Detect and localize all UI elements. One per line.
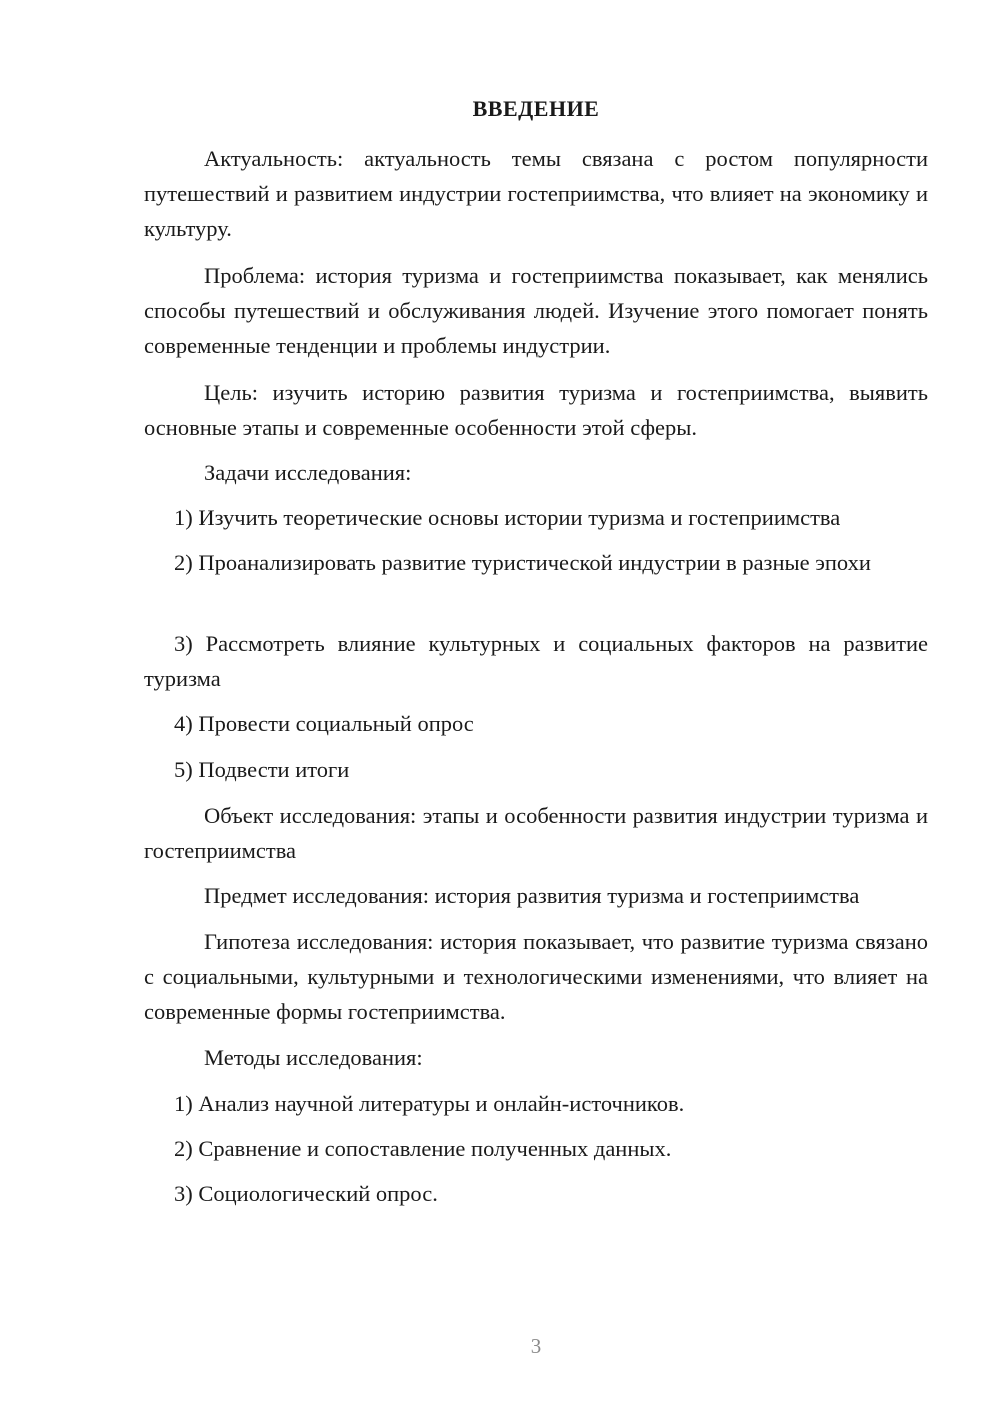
paragraph-hypothesis: Гипотеза исследования: история показывает, что развитие туризма связано с социальными, культурными и технологическими изменениями, что влияет на современные формы гостеприимства.	[144, 929, 928, 1024]
list-item-method-3: 3) Социологический опрос.	[174, 1181, 438, 1206]
list-item-method-2: 2) Сравнение и сопоставление полученных данных.	[174, 1136, 672, 1161]
section-title: ВВЕДЕНИЕ	[472, 96, 600, 121]
paragraph-object: Объект исследования: этапы и особенности развития индустрии туризма и гостеприимства	[144, 803, 928, 863]
paragraph-tasks-heading: Задачи исследования:	[204, 460, 412, 485]
page-number: 3	[530, 1334, 542, 1358]
list-item-method-1: 1) Анализ научной литературы и онлайн-источников.	[174, 1091, 685, 1116]
paragraph-relevance: Актуальность: актуальность темы связана с ростом популярности путешествий и развитием индустрии гостеприимства, что влияет на экономику и культуру.	[144, 146, 928, 241]
list-item-task-3: 3) Рассмотреть влияние культурных и социальных факторов на развитие туризма	[144, 631, 928, 691]
paragraph-problem: Проблема: история туризма и гостеприимства показывает, как менялись способы путешествий и обслуживания людей. Изучение этого помогает понять современные тенденции и проблемы индустрии.	[144, 263, 928, 358]
list-item-task-2: 2) Проанализировать развитие туристической индустрии в разные эпохи	[174, 550, 871, 575]
list-item-task-5: 5) Подвести итоги	[174, 757, 350, 782]
paragraph-goal: Цель: изучить историю развития туризма и гостеприимства, выявить основные этапы и современные особенности этой сферы.	[144, 380, 928, 440]
list-item-task-1: 1) Изучить теоретические основы истории туризма и гостеприимства	[174, 505, 841, 530]
list-item-task-4: 4) Провести социальный опрос	[174, 711, 474, 736]
paragraph-subject: Предмет исследования: история развития туризма и гостеприимства	[204, 883, 860, 908]
paragraph-methods-heading: Методы исследования:	[204, 1045, 423, 1070]
